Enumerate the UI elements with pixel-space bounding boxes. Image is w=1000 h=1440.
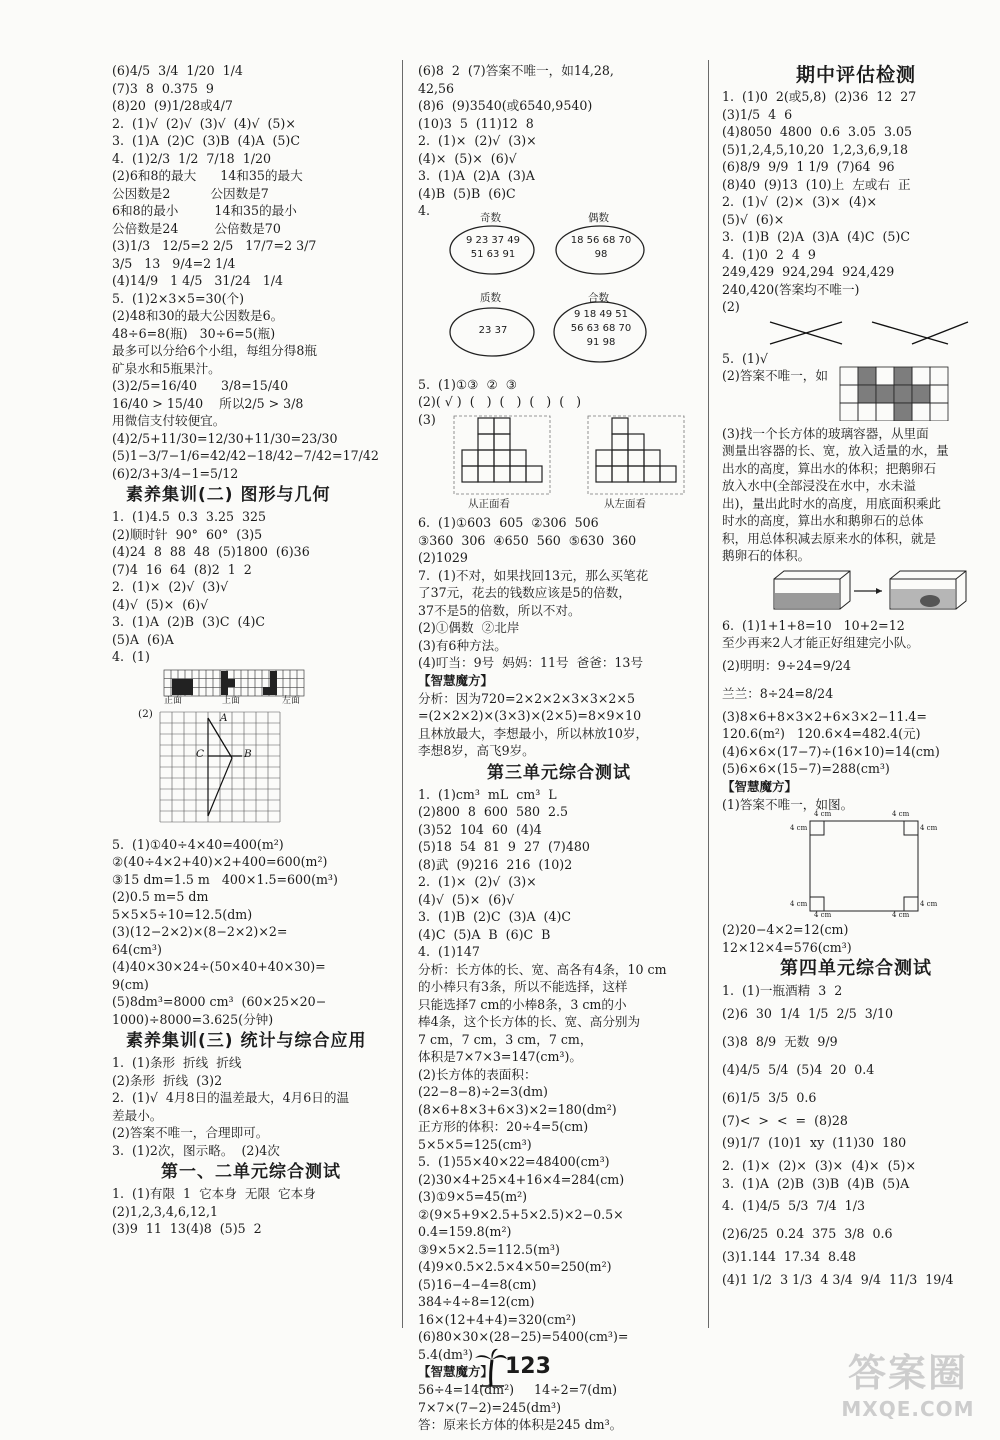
answer-line: (2)条形 折线 (3)2: [112, 1072, 223, 1088]
answer-line: 5. (1)①40÷4×40=400(m²): [112, 836, 284, 852]
answer-line: (2)顺时针 90° 60° (3)5: [112, 526, 263, 542]
net-cell: [912, 403, 930, 421]
answer-line: 测量出容器的长、宽，放入适量的水，量: [722, 443, 949, 458]
section-title-geometry: 素养集训(二) 图形与几何: [126, 485, 331, 505]
answer-line: 分析：长方体的长、宽、高各有4条，10 cm: [418, 961, 667, 977]
dimension-label: 4 cm: [790, 824, 808, 832]
answer-line: 5. (1)√: [722, 350, 768, 366]
answer-line: (4)4/5 5/4 (5)4 20 0.4: [722, 1061, 875, 1077]
figure-triangle-grid: [112, 708, 390, 832]
figure-cube-net: [722, 365, 990, 421]
answer-line: (4)√ (5)× (6)√: [418, 891, 515, 907]
answer-line: 9(cm): [112, 976, 149, 992]
answer-line: (6)8/9 9/9 1 1/9 (7)64 96: [722, 159, 895, 174]
answer-line: 2. (1)× (2)√ (3)√: [112, 579, 229, 594]
answer-line: (1)答案不唯一，如图。: [722, 796, 854, 812]
figure-number-ovals: [418, 211, 700, 372]
answer-line: ③15 dm=1.5 m 400×1.5=600(m³): [112, 871, 338, 887]
answer-line: 2. (1)× (2)√ (3)×: [418, 133, 537, 148]
oval-composite-numbers: 56 63 68 70: [570, 322, 632, 334]
answer-line: (3)52 104 60 (4)4: [418, 821, 542, 837]
figure-three-views: [112, 668, 390, 704]
answer-line: 2. (1)√ 4月8日的温差最大，4月6日的温: [112, 1090, 350, 1105]
answer-line: (4)B (5)B (6)C: [418, 185, 516, 201]
oval-composite-numbers: 91 98: [586, 336, 616, 348]
net-cell: [840, 385, 858, 403]
cube-net-svg: [722, 365, 982, 421]
wisdom-tag: 【智慧魔方】: [722, 778, 798, 794]
answer-line: 6和8的最小 14和35的最小: [112, 203, 297, 218]
answer-line: 差最小。: [112, 1107, 163, 1123]
answer-line: 5. (1)55×40×22=48400(cm³): [418, 1154, 610, 1169]
section-title-midterm: 期中评估检测: [795, 64, 916, 86]
answer-line: 放入水中(全部浸没在水中，水未溢: [722, 478, 916, 493]
figure-box-with-corners: [722, 810, 990, 919]
answer-line: 分析：因为720=2×2×2×3×3×2×5: [418, 690, 635, 706]
answer-line: 体积是7×7×3=147(cm³)。: [418, 1049, 582, 1064]
wisdom-tag: 【智慧魔方】: [418, 672, 494, 688]
answer-line: (5)6×6×(15−7)=288(cm³): [722, 761, 890, 776]
answer-line: (2)0.5 m=5 dm: [112, 889, 209, 904]
answer-line: 0.4=159.8(m²): [418, 1224, 512, 1239]
answer-line: (3)1.144 17.34 8.48: [722, 1249, 856, 1264]
wisdom-tag: 【智慧魔方】: [418, 1364, 494, 1379]
answer-line: 1000)÷8000=3.625(分钟): [112, 1011, 274, 1027]
vertex-label-a: A: [220, 711, 228, 724]
answer-line: 1. (1)有限 1 它本身 无限 它本身: [112, 1186, 316, 1201]
net-cell-shaded: [894, 385, 912, 403]
answer-line: (4)1 1/2 3 1/3 4 3/4 9/4 11/3 19/4: [722, 1271, 954, 1287]
answer-line: (5)1−3/7−1/6=42/42−18/42−7/42=17/42: [112, 448, 379, 463]
answer-line: (4)14/9 1 4/5 31/24 1/4: [112, 273, 283, 288]
answer-line: 7. (1)不对，如果找回13元，那么买笔花: [418, 567, 649, 583]
palm-tree-icon: [474, 1348, 508, 1388]
answer-line: (6)1/5 3/5 0.6: [722, 1089, 817, 1105]
view-label-left: 左面: [282, 695, 301, 706]
answer-line: ②(9×5+9×2.5+5×2.5)×2−0.5×: [418, 1206, 624, 1222]
net-cell: [930, 367, 948, 385]
answer-line: (2)800 8 600 580 2.5: [418, 804, 569, 819]
answer-line: 7×7×(7−2)=245(dm³): [418, 1399, 562, 1415]
oval-label-prime: 质数: [480, 291, 501, 304]
answer-line: (2)30×4+25×4+16×4=284(cm): [418, 1171, 625, 1187]
answer-line: (4)C (5)A B (6)C B: [418, 926, 551, 942]
view-label-top: 上面: [222, 695, 241, 706]
answer-line: 的小棒只有3条，所以不能选择，这样: [418, 979, 628, 994]
answer-line: (2)1029: [418, 550, 468, 565]
answer-line: 5.4(dm³): [418, 1346, 473, 1362]
answer-line: (8)6 (9)3540(或6540,9540): [418, 98, 593, 113]
watermark-url: MXQE.COM: [841, 1397, 975, 1421]
answer-line: (3)找一个长方体的玻璃容器，从里面: [722, 425, 929, 441]
answer-line: 4. (1)2/3 1/2 7/18 1/20: [112, 150, 271, 166]
figure-view-grids: [418, 412, 700, 510]
answer-line: (3)(12−2×2)×(8−2×2)×2=: [112, 924, 288, 939]
answer-line: 6. (1)①603 605 ②306 506: [418, 515, 599, 530]
section-title-unit-3: 第三单元综合测试: [487, 762, 631, 783]
answer-line: 3. (1)A (2)C (3)B (4)A (5)C: [112, 133, 300, 148]
answer-line: 1. (1)条形 折线 折线: [112, 1055, 242, 1070]
answer-line: 只能选择7 cm的小棒8条，3 cm的小: [418, 996, 627, 1012]
answer-line: (4)× (5)× (6)√: [418, 150, 517, 166]
answer-line: (4)2/5+11/30=12/30+11/30=23/30: [112, 430, 338, 446]
answer-line: 3/5 13 9/4=2 1/4: [112, 255, 236, 271]
answer-line: 120.6(m²) 120.6×4=482.4(元): [722, 726, 921, 741]
answer-line: (22−8−8)÷2=3(dm): [418, 1084, 548, 1099]
answer-line: (2): [722, 299, 740, 314]
answer-line: (4)40×30×24÷(50×40+40×30)=: [112, 959, 326, 974]
answer-line: (3)9 11 13(4)8 (5)5 2: [112, 1221, 262, 1236]
watermark-logo-text: 答案圈: [847, 1351, 968, 1395]
answer-line: 12×12×4=576(cm³): [722, 939, 852, 955]
section-title-unit-1-2: 第一、二单元综合测试: [161, 1162, 341, 1182]
dimension-label: 4 cm: [814, 810, 832, 818]
matching-lines-svg: [722, 318, 982, 346]
net-cell: [930, 403, 948, 421]
answer-line: (5)1,2,4,5,10,20 1,2,3,6,9,18: [722, 141, 909, 157]
part-label: (2): [138, 707, 153, 720]
answer-line: (3)1/3 12/5=2 2/5 17/7=2 3/7: [112, 238, 317, 253]
answer-line: 240,420(答案均不唯一): [722, 281, 860, 297]
answer-line: 3. (1)A (2)A (3)A: [418, 168, 535, 183]
net-cell: [858, 403, 876, 421]
answer-line: 时水的高度，算出水和鹅卵石的总体: [722, 513, 924, 528]
answer-line: (2)20−4×2=12(cm): [722, 922, 849, 937]
answer-line: 3. (1)2次，图示略。 (2)4次: [112, 1142, 280, 1158]
answer-line: (7)3 8 0.375 9: [112, 80, 214, 96]
dimension-label: 4 cm: [814, 911, 832, 919]
answer-line: (3)8 8/9 无数 9/9: [722, 1033, 838, 1049]
answer-line: 答：原来长方体的体积是245 dm³。: [418, 1417, 623, 1432]
grid-label-front: 从正面看: [468, 498, 510, 510]
view-blocks: [172, 671, 277, 695]
column-divider-right: [708, 60, 709, 1328]
triangle-grid-svg: [112, 708, 312, 832]
vertex-label-b: B: [244, 747, 252, 760]
oval-label-composite: 合数: [588, 291, 609, 304]
dimension-label: 4 cm: [920, 900, 938, 908]
water-tanks-svg: [722, 567, 982, 613]
section-title-statistics: 素养集训(三) 统计与综合应用: [126, 1031, 367, 1051]
answer-line: 249,429 924,294 924,429: [722, 264, 895, 279]
net-cell: [876, 403, 894, 421]
answer-line: 了37元，花去的钱数应该是5的倍数，: [418, 585, 631, 600]
net-cell: [876, 367, 894, 385]
oval-label-odd: 奇数: [480, 211, 501, 224]
answer-line: (2)( √ ) ( ) ( ) ( ) ( ): [418, 394, 582, 409]
grid-label-left: 从左面看: [604, 498, 646, 510]
answer-line: 5×5×5=125(cm³): [418, 1136, 532, 1152]
column-divider-left: [402, 60, 403, 1328]
dimension-label: 4 cm: [892, 810, 910, 818]
answer-line: (3)8×6+8×3×2+6×3×2−11.4=: [722, 708, 927, 724]
answer-line: 16/40 > 15/40 所以2/5 > 3/8: [112, 395, 304, 411]
answer-line: 64(cm³): [112, 941, 162, 957]
answer-line: (4)叮当：9号 妈妈：11号 爸爸：13号: [418, 655, 644, 670]
answer-line: (5)8dm³=8000 cm³ (60×25×20−: [112, 994, 327, 1009]
vertex-label-c: C: [196, 747, 205, 760]
answer-line: 5. (1)①③ ② ③: [418, 376, 518, 392]
answer-line: (3)有6种方法。: [418, 637, 507, 653]
answer-line: 1. (1)cm³ mL cm³ L: [418, 786, 557, 802]
answer-line: 5×5×5÷10=12.5(dm): [112, 906, 253, 922]
answer-line: 李想8岁，高飞9岁。: [418, 743, 535, 758]
answer-line: 2. (1)× (2)√ (3)×: [418, 874, 537, 889]
answer-line: (10)3 5 (11)12 8: [418, 115, 534, 131]
section-title-unit-4: 第四单元综合测试: [780, 958, 932, 979]
net-cell-shaded: [912, 385, 930, 403]
answer-line: (5)18 54 81 9 27 (7)480: [418, 839, 590, 854]
answer-line: 且林放最大，李想最小，所以林放10岁，: [418, 725, 649, 741]
oval-prime-numbers: 23 37: [478, 324, 508, 336]
answer-line: 7 cm，7 cm，3 cm，7 cm，: [418, 1031, 593, 1047]
answer-line: (9)1/7 (10)1 xy (11)30 180: [722, 1135, 907, 1150]
answer-line: 1. (1)一瓶酒精 3 2: [722, 983, 843, 998]
answer-line: =(2×2×2)×(3×3)×(2×5)=8×9×10: [418, 708, 642, 723]
answer-line: (2)答案不唯一，如: [722, 368, 828, 383]
answer-line: 3. (1)A (2)B (3)C (4)C: [112, 614, 266, 629]
answer-line: (6)4/5 3/4 1/20 1/4: [112, 63, 243, 78]
answer-line: 48÷6=8(瓶) 30÷6=5(瓶): [112, 325, 276, 341]
answer-line: (4)√ (5)× (6)√: [112, 596, 209, 612]
answer-line: (3)2/5=16/40 3/8=15/40: [112, 378, 289, 393]
answer-line: 2. (1)× (2)× (3)× (4)× (5)×: [722, 1158, 917, 1173]
answer-line: 5. (1)2×3×5=30(个): [112, 290, 245, 306]
answer-line: (8)武 (9)216 216 (10)2: [418, 856, 573, 872]
answer-line: (2)1,2,3,4,6,12,1: [112, 1203, 218, 1219]
answer-line: 42,56: [418, 80, 455, 96]
answer-line: (7)4 16 64 (8)2 1 2: [112, 561, 252, 577]
answer-line: 2. (1)√ (2)√ (3)√ (4)√ (5)×: [112, 115, 296, 131]
answer-line: 56÷4=14(dm²) 14÷2=7(dm): [418, 1382, 618, 1397]
answer-line: ②(40÷4×2+40)×2+400=600(m²): [112, 854, 328, 869]
box-corners-svg: [722, 815, 982, 917]
view-grids-svg: [418, 412, 698, 496]
answer-line: 出水的高度，算出水的体积；把鹅卵石: [722, 460, 937, 476]
column-2: [418, 62, 700, 1434]
net-cell: [840, 367, 858, 385]
answer-line: 出)，量出此时水的高度，用底面积乘此: [722, 495, 942, 511]
answer-line: (2)明明：9÷24=9/24: [722, 657, 852, 673]
answer-line: 4. (1)0 2 4 9: [722, 246, 816, 262]
answer-line: 公倍数是24 公倍数是70: [112, 220, 281, 236]
answer-line: ③360 306 ④650 560 ⑤630 360: [418, 532, 637, 548]
net-cell-shaded: [876, 385, 894, 403]
net-cell: [930, 385, 948, 403]
answer-line: 1. (1)0 2(或5,8) (2)36 12 27: [722, 89, 917, 104]
page-number: 123: [505, 1354, 551, 1379]
answer-line: 鹅卵石的体积。: [722, 548, 811, 563]
answer-line: (5)A (6)A: [112, 631, 174, 647]
answer-line: (8)20 (9)1/28或4/7: [112, 98, 233, 113]
column-3: [722, 62, 990, 1294]
answer-line: (6)80×30×(28−25)=5400(cm³)=: [418, 1329, 629, 1344]
answer-line: 16×(12+4+4)=320(cm²): [418, 1311, 577, 1327]
site-watermark: [828, 1350, 988, 1432]
dimension-label: 4 cm: [892, 911, 910, 919]
answer-line: (5)16−4−4=8(cm): [418, 1276, 537, 1292]
net-cell-shaded: [894, 403, 912, 421]
oval-composite-numbers: 9 18 49 51: [573, 308, 629, 320]
answer-line: 3. (1)B (2)C (3)A (4)C: [418, 909, 572, 924]
answer-line: (4)6×6×(17−7)÷(16×10)=14(cm): [722, 743, 940, 759]
answer-line: 兰兰：8÷24=8/24: [722, 685, 834, 701]
answer-line: 3. (1)A (2)B (3)B (4)B (5)A: [722, 1175, 910, 1191]
net-cell-shaded: [858, 367, 876, 385]
oval-odd-numbers: 9 23 37 49: [465, 234, 521, 246]
answer-line: 公因数是2 公因数是7: [112, 185, 269, 201]
answer-line: (2)48和30的最大公因数是6。: [112, 308, 284, 323]
answer-line: (2)6/25 0.24 375 3/8 0.6: [722, 1226, 893, 1241]
answer-line: (6)2/3+3/4−1=5/12: [112, 465, 239, 481]
answer-line: (2)长方体的表面积：: [418, 1066, 537, 1082]
answer-line: 6. (1)1+1+8=10 10+2=12: [722, 617, 905, 633]
answer-line: 4.: [418, 203, 431, 218]
answer-line: 1. (1)4.5 0.3 3.25 325: [112, 509, 267, 524]
answer-line: (3): [418, 411, 436, 427]
net-cell-shaded: [858, 385, 876, 403]
answer-line: (6)8 2 (7)答案不唯一，如14,28,: [418, 63, 614, 78]
answer-line: 最多可以分给6个小组，每组分得8瓶: [112, 343, 317, 358]
answer-line: 用微信支付较便宜。: [112, 413, 226, 428]
answer-line: 4. (1): [112, 649, 150, 664]
view-label-front: 正面: [164, 695, 183, 706]
oval-even-numbers: 18 56 68 70: [570, 234, 632, 246]
net-cell: [840, 403, 858, 421]
answer-line: 棒4条，这个长方体的长、宽、高分别为: [418, 1014, 641, 1029]
answer-line: (4)9×0.5×2.5×4×50=250(m²): [418, 1259, 612, 1274]
answer-line: (8)40 (9)13 (10)上 左或右 正: [722, 176, 911, 192]
net-cell: [912, 367, 930, 385]
figure-matching-lines: [722, 318, 990, 346]
answer-line: (4)24 8 88 48 (5)1800 (6)36: [112, 544, 310, 559]
answer-line: 正方形的体积：20÷4=5(cm): [418, 1119, 589, 1134]
oval-label-even: 偶数: [588, 211, 609, 224]
answer-line: 4. (1)4/5 5/3 7/4 1/3: [722, 1198, 865, 1213]
answer-line: (5)√ (6)×: [722, 211, 785, 227]
answer-line: (7)< > < = (8)28: [722, 1112, 848, 1128]
answer-line: 积，用总体积减去原来水的体积，就是: [722, 530, 937, 546]
answer-line: (2)6 30 1/4 1/5 2/5 3/10: [722, 1005, 893, 1021]
answer-line: ③9×5×2.5=112.5(m³): [418, 1241, 560, 1257]
column-1: [112, 62, 390, 1238]
answer-line: 2. (1)√ (2)× (3)× (4)×: [722, 194, 878, 209]
answer-line: (2)6和8的最大 14和35的最大: [112, 168, 303, 183]
oval-even-numbers: 98: [594, 248, 608, 260]
answer-line: 3. (1)B (2)A (3)A (4)C (5)C: [722, 229, 910, 244]
dimension-label: 4 cm: [790, 900, 808, 908]
answer-line: (8×6+8×3+6×3)×2=180(dm²): [418, 1101, 617, 1117]
dimension-label: 4 cm: [920, 824, 938, 832]
answer-line: (3)①9×5=45(m²): [418, 1189, 528, 1204]
oval-odd-numbers: 51 63 91: [470, 248, 516, 260]
answer-line: 矿泉水和5瓶果汁。: [112, 360, 221, 376]
answer-line: 4. (1)147: [418, 944, 480, 959]
net-cell-shaded: [894, 367, 912, 385]
answer-line: (4)8050 4800 0.6 3.05 3.05: [722, 124, 913, 139]
answer-line: (2)①偶数 ②北岸: [418, 620, 520, 635]
answer-line: (3)1/5 4 6: [722, 106, 793, 122]
answer-line: 37不是5的倍数，所以不对。: [418, 602, 581, 618]
answer-line: 384÷4÷8=12(cm): [418, 1294, 535, 1309]
figure-water-tanks: [722, 567, 990, 613]
answer-line: 至少再来2人才能正好组建完小队。: [722, 635, 919, 650]
answer-line: (2)答案不唯一，合理即可。: [112, 1125, 269, 1140]
